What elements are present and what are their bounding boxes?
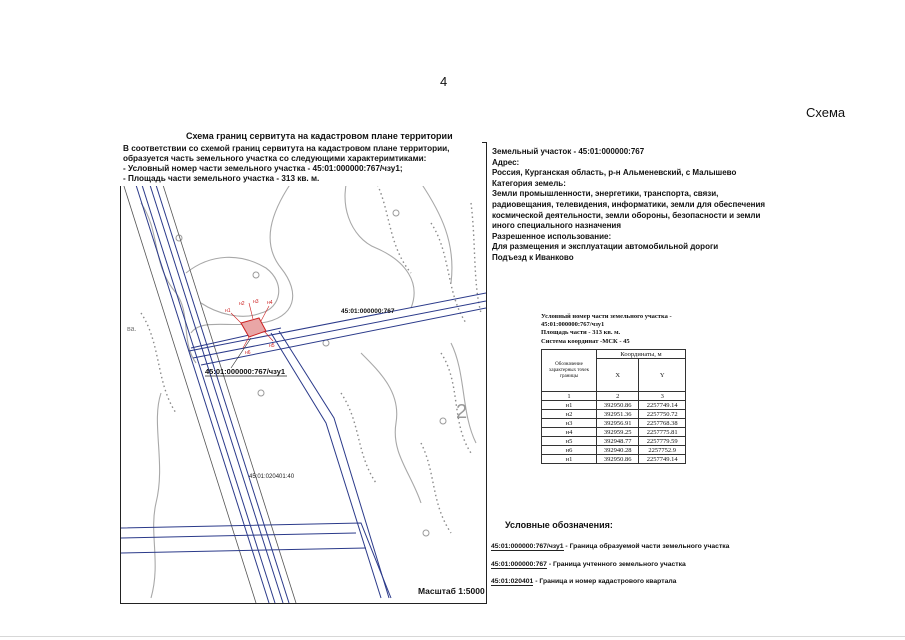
legend-title: Условные обозначения:: [505, 520, 613, 530]
parcel-label: 45:01:000000:767: [341, 308, 395, 315]
legend-text: - Граница учтенного земельного участка: [546, 561, 686, 568]
col-point-header: Обозначение характерных точек границы: [542, 350, 597, 392]
vegetation-dots: [141, 173, 481, 533]
x-cell: 392959.25: [597, 428, 639, 437]
plot-info-line: Подъезд к Иванково: [492, 252, 574, 262]
plot-info-line: Адрес:: [492, 157, 520, 167]
plot-info-line: Земельный участок - 45:01:000000:767: [492, 147, 645, 156]
x-cell: 392950.86: [597, 401, 639, 410]
y-cell: 2257775.81: [639, 428, 686, 437]
info-line: образуется часть земельного участка со следующими характеримтиками:: [123, 154, 427, 163]
info-line: - Площадь части земельного участка - 313 кв. м.: [123, 174, 320, 183]
coord-header-line: Площадь части - 313 кв. м.: [541, 329, 621, 337]
point-label: н2: [239, 301, 245, 307]
y-cell: 2257749.14: [639, 401, 686, 410]
coord-header-line: Условный номер части земельного участка -: [541, 313, 672, 320]
col-number: 3: [639, 392, 686, 401]
part-label: 45:01:000000:767/чзу1: [205, 367, 286, 376]
left-map-text: ва.: [127, 326, 137, 333]
col-y-header: Y: [639, 359, 686, 392]
point-cell: н1: [542, 401, 597, 410]
table-row: [542, 455, 686, 464]
map-title: Схема границ сервитута на кадастровом плане территории: [186, 131, 453, 141]
legend-code: 45:01:020401: [491, 578, 534, 585]
point-label: н4: [267, 300, 273, 306]
point-label: н3: [253, 299, 259, 305]
legend-text: - Граница образуемой части земельного участка: [563, 543, 730, 550]
point-cell: н4: [542, 428, 597, 437]
col-number: 2: [597, 392, 639, 401]
plot-info-line: иного специального назначения: [492, 221, 621, 231]
table-row: [542, 428, 686, 437]
servitude-info: [120, 142, 482, 186]
col-number: 1: [542, 392, 597, 401]
point-cell: н6: [542, 446, 597, 455]
terrain-contours: [141, 168, 476, 598]
table-row: [542, 437, 686, 446]
legend-code: 45:01:000000:767/чзу1: [491, 543, 564, 550]
x-cell: 392950.86: [597, 455, 639, 464]
point-label: н6: [245, 350, 251, 356]
plot-info-line: Категория земель:: [492, 178, 566, 188]
x-cell: 392948.77: [597, 437, 639, 446]
point-label: н5: [269, 343, 275, 349]
x-cell: 392940.28: [597, 446, 639, 455]
plot-info: [492, 147, 792, 264]
plot-info-line: Россия, Курганская область, р-н Альменевский, с Малышево: [492, 168, 737, 178]
point-cell: н5: [542, 437, 597, 446]
col-coords-header: Координаты, м: [597, 350, 686, 359]
page-number: 4: [440, 74, 448, 89]
y-cell: 2257750.72: [639, 410, 686, 419]
col-x-header: X: [597, 359, 639, 392]
y-cell: 2257768.38: [639, 419, 686, 428]
coord-table-header: [541, 313, 683, 346]
page-divider: [0, 636, 905, 637]
hatch-digit: 2: [456, 401, 468, 423]
legend-item-parcel: [491, 561, 686, 568]
cadastral-map: [120, 142, 487, 604]
table-row: [542, 401, 686, 410]
plot-info-line: радиовещания, телевидения, информатики, земли для обеспечения: [492, 199, 766, 209]
legend-text: - Граница и номер кадастрового квартала: [533, 578, 677, 585]
map-drawing: [121, 143, 486, 603]
quarter-label: 45:01:020401:40: [249, 474, 295, 480]
y-cell: 2257779.59: [639, 437, 686, 446]
legend-item-quarter: [491, 578, 676, 585]
plot-info-line: Разрешенное использование:: [492, 231, 612, 241]
table-row: [542, 419, 686, 428]
header-schema-label: Схема: [806, 105, 846, 120]
info-line: - Условный номер части земельного участка - 45:01:000000:767/чзу1;: [123, 164, 403, 173]
point-cell: н2: [542, 410, 597, 419]
x-cell: 392951.36: [597, 410, 639, 419]
coord-table: [541, 349, 686, 464]
map-scale: Масштаб 1:5000: [418, 586, 485, 596]
x-cell: 392956.91: [597, 419, 639, 428]
point-cell: н3: [542, 419, 597, 428]
coord-header-line: 45:01:000000:767/чзу1: [541, 321, 605, 329]
plot-info-line: космической деятельности, земли обороны, безопасности и земли: [492, 210, 761, 220]
point-label: н1: [225, 308, 231, 314]
coord-header-line: Система координат -МСК - 45: [541, 337, 630, 345]
legend-code: 45:01:000000:767: [491, 561, 547, 568]
table-row: [542, 410, 686, 419]
point-cell: н1: [542, 455, 597, 464]
y-cell: 2257749.14: [639, 455, 686, 464]
info-line: В соответствии со схемой границ сервитута на кадастровом плане территории,: [123, 144, 450, 153]
legend-item-part: [491, 543, 729, 550]
table-row: [542, 446, 686, 455]
plot-info-line: Земли промышленности, энергетики, транспорта, связи,: [492, 189, 719, 199]
plot-info-line: Для размещения и эксплуатации автомобильной дороги: [492, 242, 719, 252]
y-cell: 2257752.9: [639, 446, 686, 455]
